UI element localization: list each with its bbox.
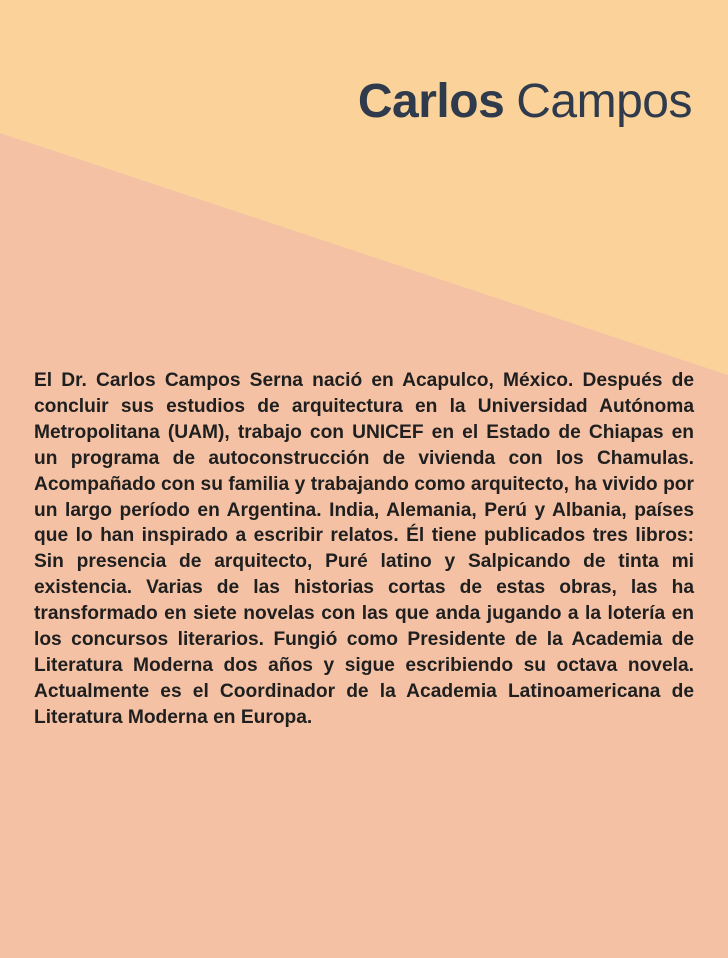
- author-biography: El Dr. Carlos Campos Serna nació en Acapulco, México. Después de concluir sus estudios de arquitectura en la Universidad Autónoma Metropolitana (UAM), trabajo con UNICEF en el Estado de Chiapas en un programa de autoconstrucción de vivienda con los Chamulas. Acompañado con su familia y trabajando como arquitecto, ha vivido por un largo período en Argentina. India, Alemania, Perú y Albania, países que lo han inspirado a escribir relatos. Él tiene publicados tres libros: Sin presencia de arquitecto, Puré latino y Salpicando de tinta mi existencia. Varias de las historias cortas de estas obras, las ha transformado en siete novelas con las que anda jugando a la lotería en los concursos literarios. Fungió como Presidente de la Academia de Literatura Moderna dos años y sigue escribiendo su octava novela. Actualmente es el Coordinador de la Academia Latinoamericana de Literatura Moderna en Europa.: [34, 370, 694, 728]
- author-name-title: [358, 72, 692, 132]
- author-first-name: Carlos: [357, 75, 505, 128]
- author-last-name: Campos: [516, 75, 692, 128]
